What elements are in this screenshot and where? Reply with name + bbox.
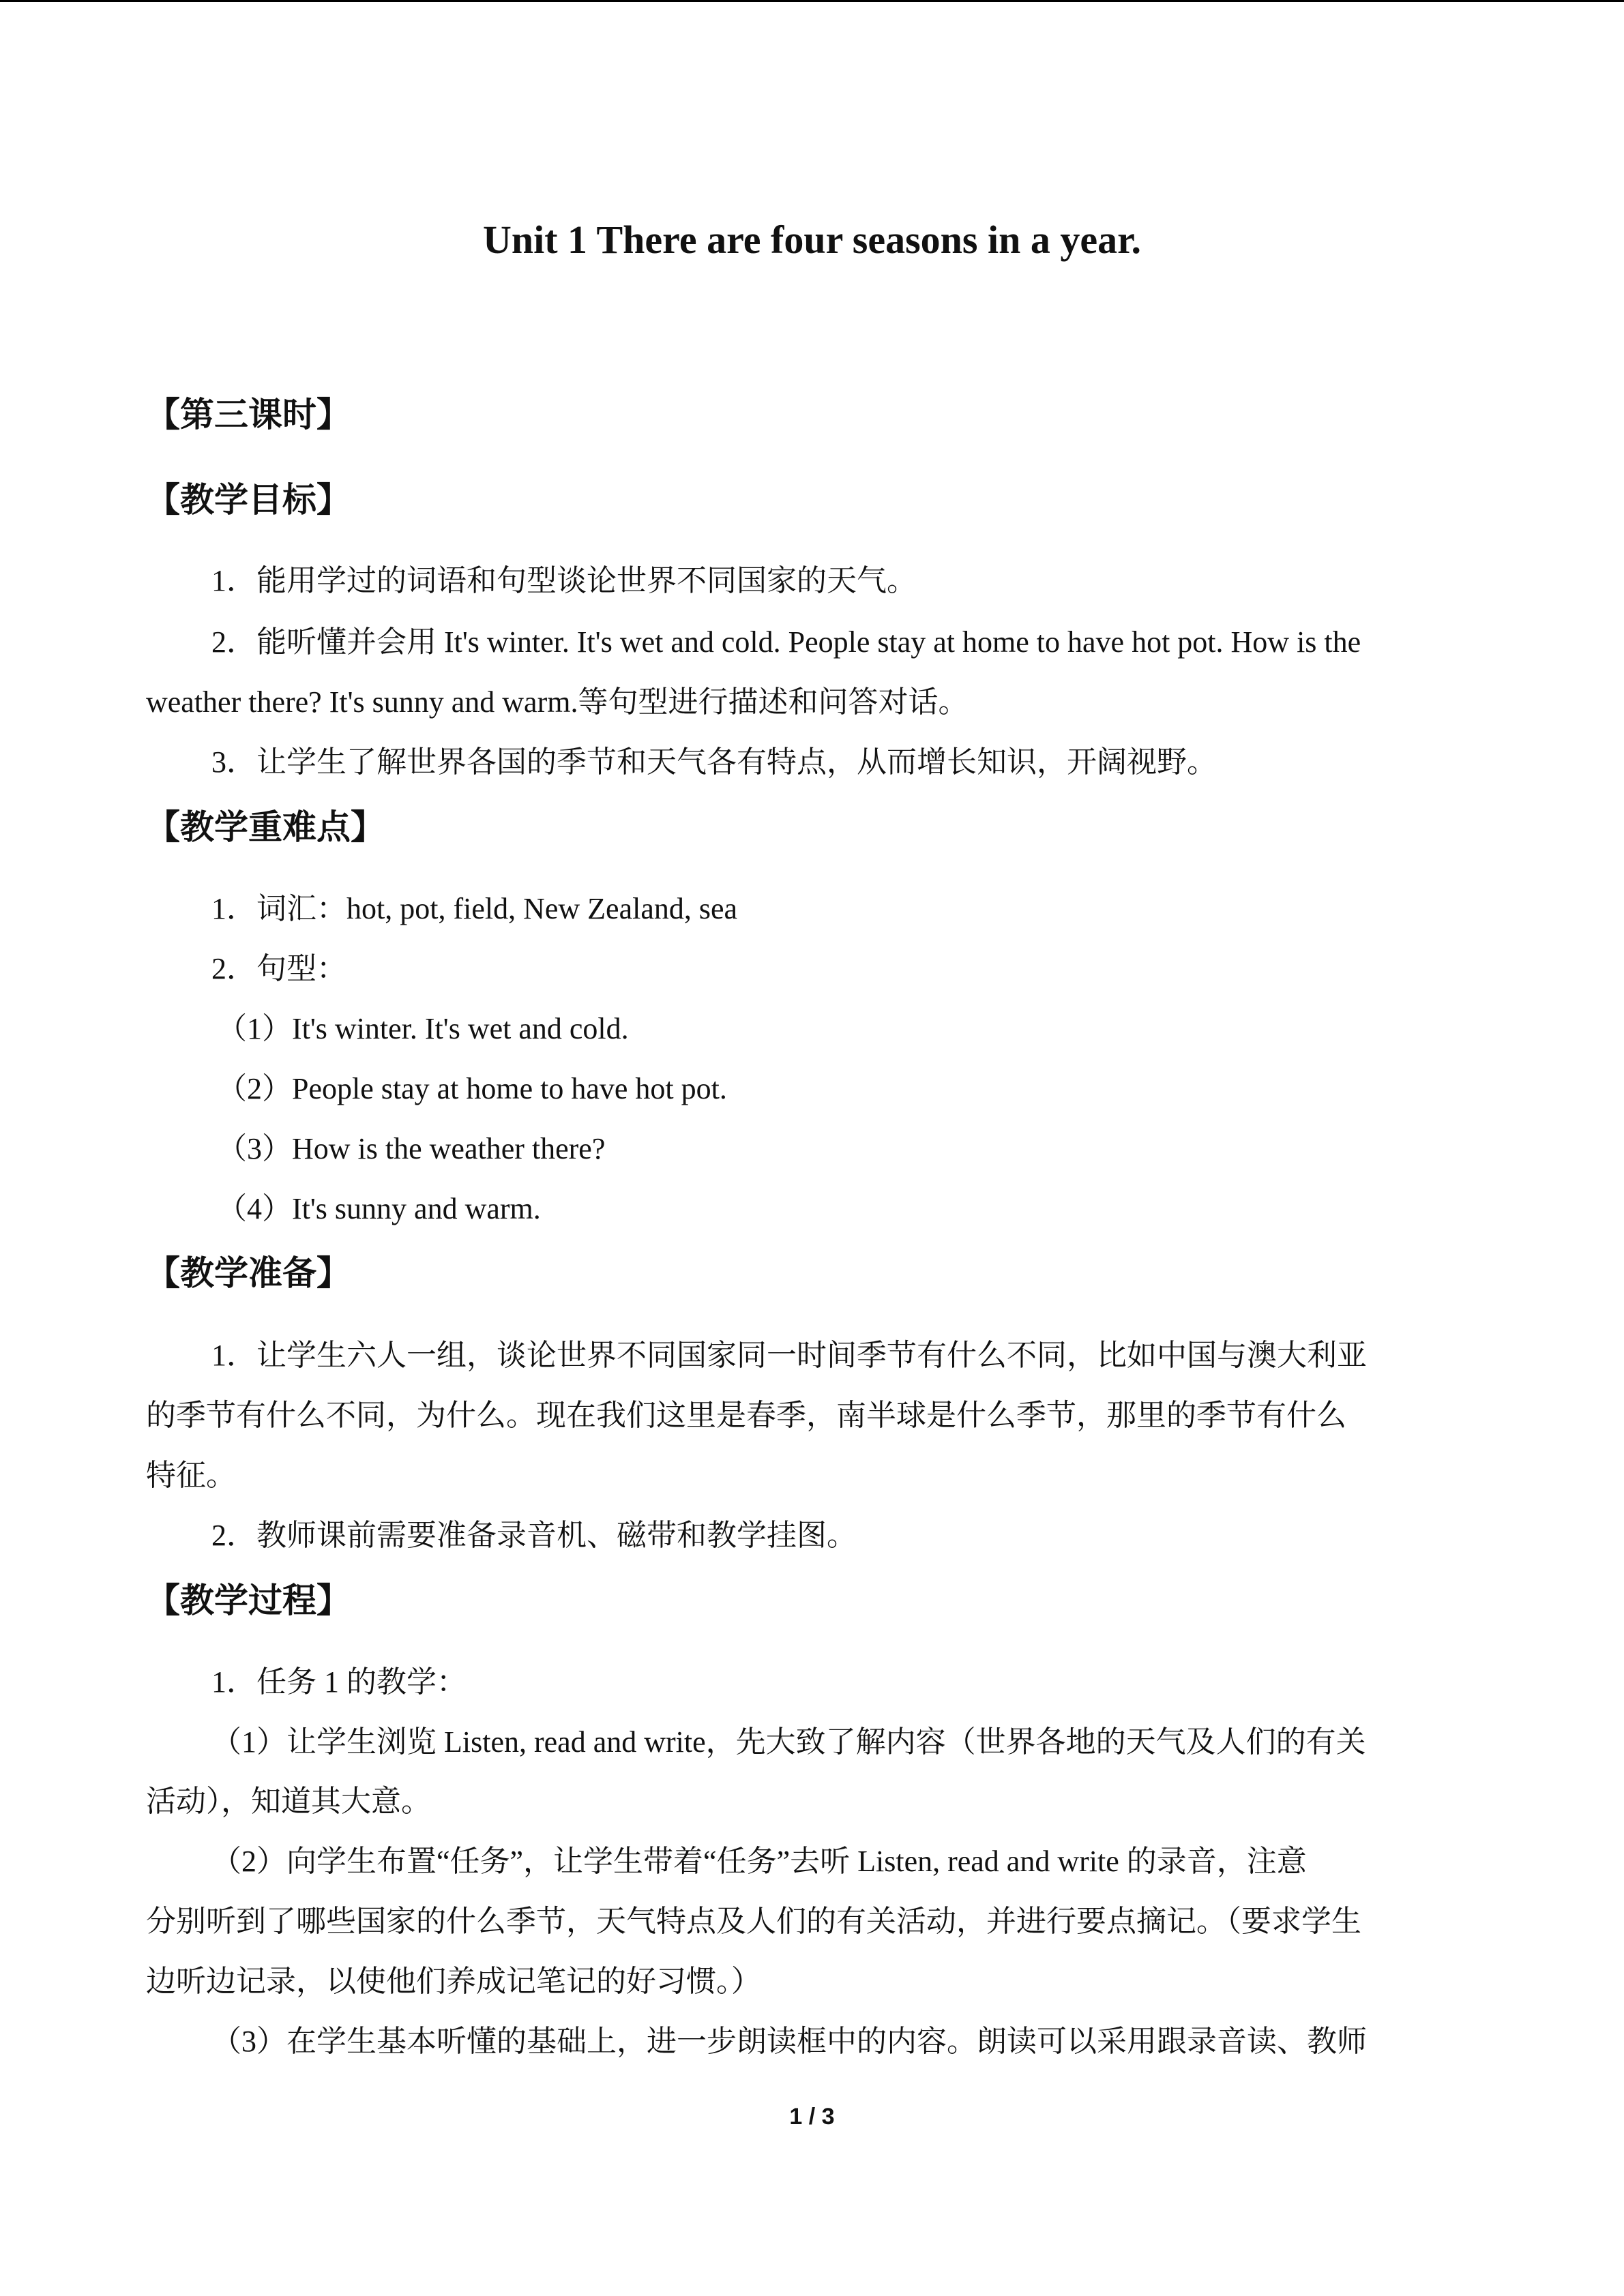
- heading-period: 【第三课时】: [146, 396, 351, 434]
- preparation-2: 2．教师课前需要准备录音机、磁带和教学挂图。: [211, 1519, 857, 1552]
- process-step-1-line-2: 活动），知道其大意。: [146, 1785, 431, 1818]
- objective-2-line-1: 2．能听懂并会用 It's winter. It's wet and cold. People stay at home to have hot pot. How is the: [211, 625, 1361, 659]
- key-sentence-4: （4）It's sunny and warm.: [217, 1192, 541, 1225]
- key-vocab: 1．词汇：hot, pot, field, New Zealand, sea: [211, 892, 738, 925]
- heading-key-points: 【教学重难点】: [146, 808, 385, 846]
- process-step-1-line-1: （1）让学生浏览 Listen, read and write，先大致了解内容（世界各地的天气及人们的有关: [211, 1725, 1366, 1759]
- process-task-1: 1．任务 1 的教学：: [211, 1665, 467, 1699]
- objective-2-line-2: weather there? It's sunny and warm.等句型进行描述和问答对话。: [146, 685, 969, 719]
- process-step-2-line-1: （2）向学生布置“任务”，让学生带着“任务”去听 Listen, read and write 的录音，注意: [211, 1845, 1307, 1878]
- heading-preparation: 【教学准备】: [146, 1254, 351, 1292]
- page-number: 1 / 3: [789, 2104, 835, 2130]
- key-sentence-3: （3）How is the weather there?: [217, 1132, 606, 1165]
- objective-3: 3．让学生了解世界各国的季节和天气各有特点，从而增长知识，开阔视野。: [211, 745, 1217, 779]
- process-step-2-line-3: 边听边记录，以使他们养成记笔记的好习惯。）: [146, 1965, 761, 1998]
- key-sentence-2: （2）People stay at home to have hot pot.: [217, 1072, 727, 1105]
- preparation-1-line-3: 特征。: [146, 1459, 236, 1492]
- process-step-2-line-2: 分别听到了哪些国家的什么季节，天气特点及人们的有关活动，并进行要点摘记。（要求学生: [146, 1905, 1361, 1938]
- preparation-1-line-1: 1．让学生六人一组，谈论世界不同国家同一时间季节有什么不同，比如中国与澳大利亚: [211, 1339, 1367, 1372]
- document-title: Unit 1 There are four seasons in a year.: [482, 218, 1142, 262]
- key-pattern-label: 2．句型：: [211, 952, 346, 985]
- top-border: [0, 0, 1624, 2]
- key-sentence-1: （1）It's winter. It's wet and cold.: [217, 1012, 629, 1045]
- process-step-3-line-1: （3）在学生基本听懂的基础上，进一步朗读框中的内容。朗读可以采用跟录音读、教师: [211, 2025, 1367, 2058]
- heading-objectives: 【教学目标】: [146, 481, 351, 519]
- heading-process: 【教学过程】: [146, 1581, 351, 1620]
- preparation-1-line-2: 的季节有什么不同，为什么。现在我们这里是春季，南半球是什么季节，那里的季节有什么: [146, 1399, 1346, 1432]
- objective-1: 1．能用学过的词语和句型谈论世界不同国家的天气。: [211, 564, 917, 597]
